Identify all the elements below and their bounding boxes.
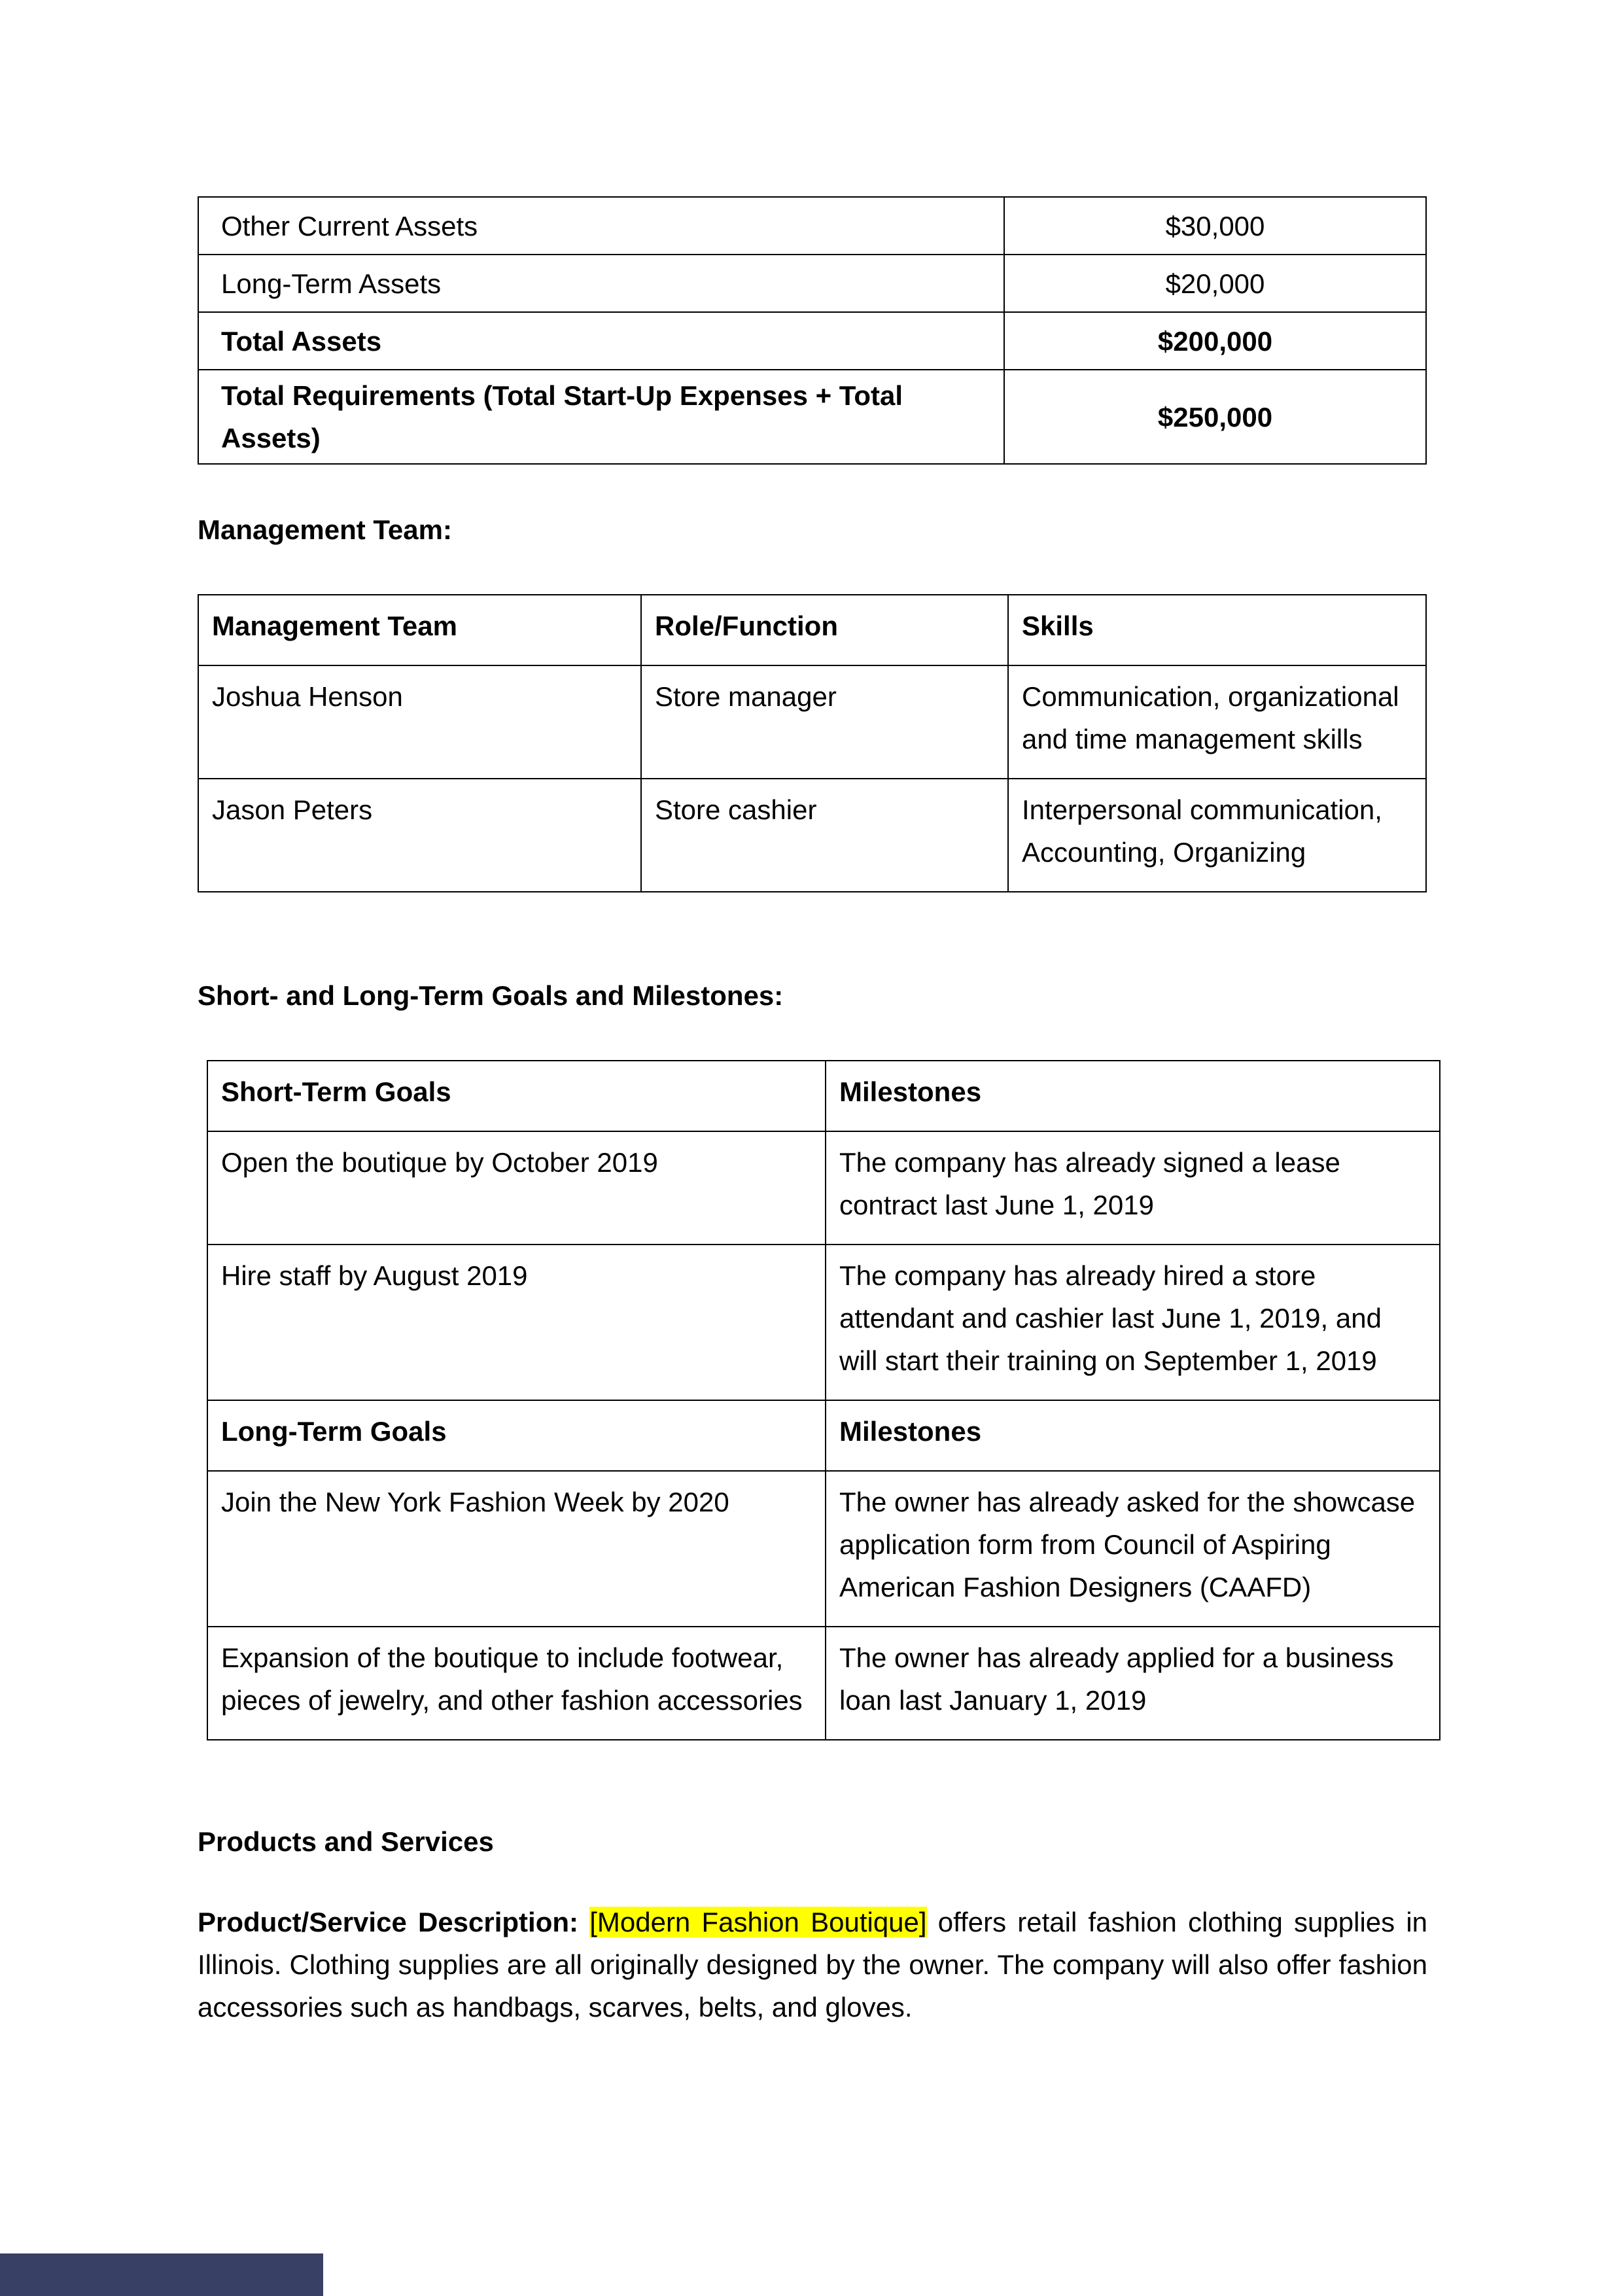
asset-label: Long-Term Assets bbox=[198, 255, 1004, 312]
column-header: Long-Term Goals bbox=[207, 1400, 826, 1471]
asset-value: $20,000 bbox=[1004, 255, 1426, 312]
member-role: Store manager bbox=[641, 665, 1008, 779]
column-header: Short-Term Goals bbox=[207, 1061, 826, 1131]
milestone-cell: The owner has already asked for the showcase application form from Council of Aspiring American Fashion Designers (CAAFD) bbox=[826, 1471, 1440, 1627]
column-header: Milestones bbox=[826, 1061, 1440, 1131]
goal-cell: Open the boutique by October 2019 bbox=[207, 1131, 826, 1245]
asset-value: $250,000 bbox=[1004, 370, 1426, 464]
table-row bbox=[207, 1471, 1440, 1627]
asset-value: $200,000 bbox=[1004, 312, 1426, 370]
assets-table bbox=[198, 196, 1427, 465]
milestone-cell: The owner has already applied for a business loan last January 1, 2019 bbox=[826, 1627, 1440, 1740]
table-header-row bbox=[207, 1061, 1440, 1131]
table-row bbox=[198, 779, 1426, 892]
member-role: Store cashier bbox=[641, 779, 1008, 892]
column-header: Milestones bbox=[826, 1400, 1440, 1471]
table-row bbox=[198, 370, 1426, 464]
column-header: Management Team bbox=[198, 595, 641, 665]
member-skills: Communication, organizational and time management skills bbox=[1008, 665, 1426, 779]
footer-bar bbox=[0, 2253, 323, 2296]
management-heading: Management Team: bbox=[198, 514, 452, 545]
table-row bbox=[198, 665, 1426, 779]
column-header: Skills bbox=[1008, 595, 1426, 665]
goal-cell: Join the New York Fashion Week by 2020 bbox=[207, 1471, 826, 1627]
member-name: Jason Peters bbox=[198, 779, 641, 892]
table-header-row bbox=[198, 595, 1426, 665]
asset-label: Other Current Assets bbox=[198, 197, 1004, 255]
goal-cell: Expansion of the boutique to include footwear, pieces of jewelry, and other fashion accessories bbox=[207, 1627, 826, 1740]
table-row bbox=[207, 1245, 1440, 1400]
column-header: Role/Function bbox=[641, 595, 1008, 665]
asset-value: $30,000 bbox=[1004, 197, 1426, 255]
goals-heading: Short- and Long-Term Goals and Milestones: bbox=[198, 980, 784, 1011]
management-table bbox=[198, 594, 1427, 892]
table-header-row bbox=[207, 1400, 1440, 1471]
product-description bbox=[198, 1901, 1427, 2028]
member-name: Joshua Henson bbox=[198, 665, 641, 779]
table-row bbox=[207, 1627, 1440, 1740]
table-row bbox=[207, 1131, 1440, 1245]
description-label: Product/Service Description: bbox=[198, 1907, 579, 1937]
table-row bbox=[198, 255, 1426, 312]
member-skills: Interpersonal communication, Accounting, Organizing bbox=[1008, 779, 1426, 892]
products-heading: Products and Services bbox=[198, 1826, 494, 1857]
description-text: offers retail fashion clothing supplies in Illinois. Clothing supplies are all originally designed by the owner. The company will also offer fashion accessories such as handbags, scarves, belts, and gloves. bbox=[198, 1907, 1428, 2022]
asset-label: Total Requirements (Total Start-Up Expenses + Total Assets) bbox=[198, 370, 1004, 464]
goal-cell: Hire staff by August 2019 bbox=[207, 1245, 826, 1400]
milestone-cell: The company has already hired a store attendant and cashier last June 1, 2019, and will start their training on September 1, 2019 bbox=[826, 1245, 1440, 1400]
table-row bbox=[198, 312, 1426, 370]
table-row bbox=[198, 197, 1426, 255]
goals-table bbox=[207, 1060, 1440, 1740]
milestone-cell: The company has already signed a lease contract last June 1, 2019 bbox=[826, 1131, 1440, 1245]
asset-label: Total Assets bbox=[198, 312, 1004, 370]
company-name-highlight: [Modern Fashion Boutique] bbox=[589, 1907, 927, 1937]
